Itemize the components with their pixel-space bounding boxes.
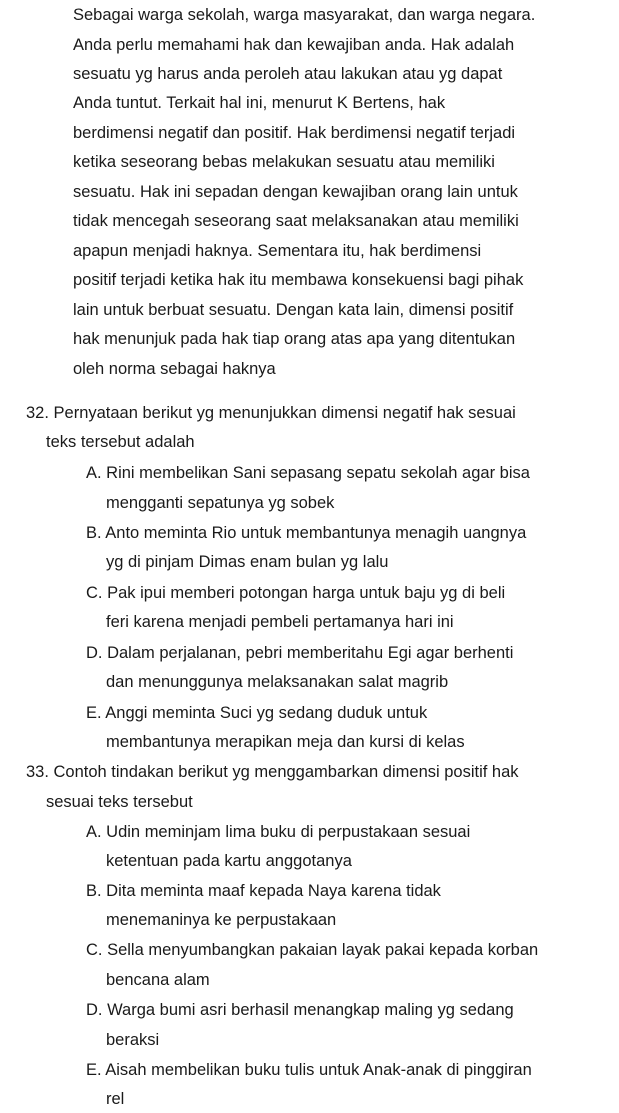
option-text: C. Sella menyumbangkan pakaian layak pakai kepada korban xyxy=(86,941,539,959)
passage-line: lain untuk berbuat sesuatu. Dengan kata lain, dimensi positif xyxy=(73,301,514,319)
question-stem: sesuai teks tersebut xyxy=(46,793,193,811)
passage-line: apapun menjadi haknya. Sementara itu, hak berdimensi xyxy=(73,242,482,260)
option-text: D. Dalam perjalanan, pebri memberitahu Egi agar berhenti xyxy=(86,644,514,662)
passage-line: tidak mencegah seseorang saat melaksanakan atau memiliki xyxy=(73,212,519,230)
passage-line: positif terjadi ketika hak itu membawa konsekuensi bagi pihak xyxy=(73,271,524,289)
option-text: yg di pinjam Dimas enam bulan yg lalu xyxy=(106,553,389,571)
option-text: E. Aisah membelikan buku tulis untuk Anak-anak di pinggiran xyxy=(86,1061,532,1079)
passage-line: hak menunjuk pada hak tiap orang atas apa yang ditentukan xyxy=(73,330,516,348)
option-text: dan menunggunya melaksanakan salat magrib xyxy=(106,673,449,691)
option-text: C. Pak ipui memberi potongan harga untuk baju yg di beli xyxy=(86,584,506,602)
option-text: menemaninya ke perpustakaan xyxy=(106,911,337,929)
passage-line: Anda perlu memahami hak dan kewajiban anda. Hak adalah xyxy=(73,36,515,54)
question-stem: teks tersebut adalah xyxy=(46,433,195,451)
option-text: E. Anggi meminta Suci yg sedang duduk untuk xyxy=(86,704,428,722)
passage-line: Anda tuntut. Terkait hal ini, menurut K Bertens, hak xyxy=(73,94,446,112)
question-stem: 32. Pernyataan berikut yg menunjukkan dimensi negatif hak sesuai xyxy=(26,404,516,422)
question-stem: 33. Contoh tindakan berikut yg menggambarkan dimensi positif hak xyxy=(26,763,519,781)
option-text: D. Warga bumi asri berhasil menangkap maling yg sedang xyxy=(86,1001,514,1019)
passage-line: sesuatu. Hak ini sepadan dengan kewajiban orang lain untuk xyxy=(73,183,518,201)
option-text: A. Rini membelikan Sani sepasang sepatu sekolah agar bisa xyxy=(86,464,530,482)
option-text: B. Dita meminta maaf kepada Naya karena tidak xyxy=(86,882,441,900)
option-text: feri karena menjadi pembeli pertamanya hari ini xyxy=(106,613,454,631)
option-text: bencana alam xyxy=(106,971,210,989)
option-text: ketentuan pada kartu anggotanya xyxy=(106,852,352,870)
passage-line: sesuatu yg harus anda peroleh atau lakukan atau yg dapat xyxy=(73,65,503,83)
passage-line: oleh norma sebagai haknya xyxy=(73,360,276,378)
option-text: B. Anto meminta Rio untuk membantunya menagih uangnya xyxy=(86,524,527,542)
option-text: A. Udin meminjam lima buku di perpustakaan sesuai xyxy=(86,823,471,841)
passage-line: berdimensi negatif dan positif. Hak berdimensi negatif terjadi xyxy=(73,124,516,142)
passage-line: Sebagai warga sekolah, warga masyarakat, dan warga negara. xyxy=(73,6,536,24)
option-text: rel xyxy=(106,1090,125,1108)
option-text: membantunya merapikan meja dan kursi di kelas xyxy=(106,733,465,751)
passage-line: ketika seseorang bebas melakukan sesuatu atau memiliki xyxy=(73,153,495,171)
option-text: mengganti sepatunya yg sobek xyxy=(106,494,335,512)
option-text: beraksi xyxy=(106,1031,160,1049)
